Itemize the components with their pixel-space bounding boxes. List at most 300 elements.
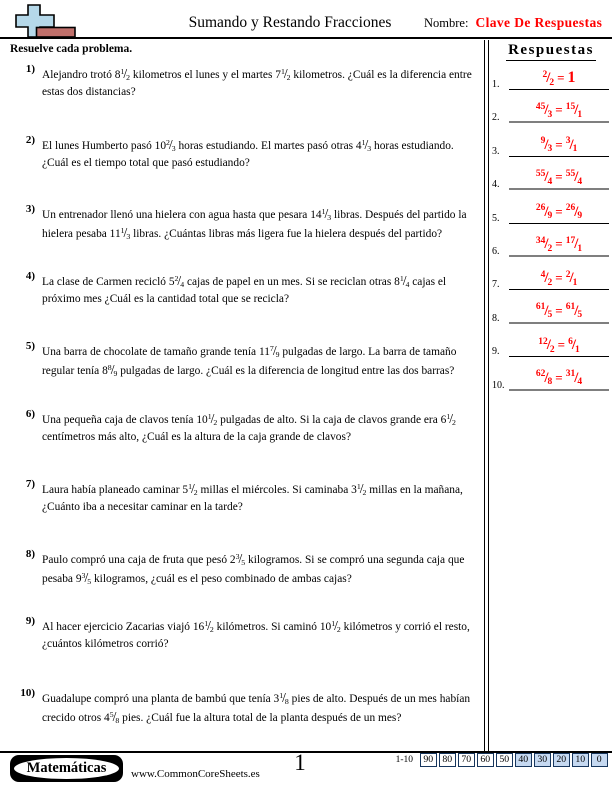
problem-number: 7) (25, 478, 35, 490)
text-run: Una barra de chocolate de tamaño grande tenía (42, 346, 259, 358)
problem-item (11, 480, 481, 516)
answer-row (492, 197, 609, 224)
answer-number: 6. (492, 246, 500, 257)
problem-number: 6) (25, 408, 35, 420)
fraction-slash: / (110, 362, 115, 378)
mixed-fraction (355, 137, 372, 153)
text-run: Paulo compró una caja de fruta que pesó (42, 554, 230, 566)
text-run: kilómetros y corrió el resto, ¿cuántos kilómetros corrió? (42, 621, 470, 651)
brand-badge (10, 755, 123, 782)
text-run: libras. ¿Cuántas libras más ligera fue la hielera después del partido? (130, 228, 443, 241)
text-run: kilogramos. Si se compró una segunda caja que pesaba (42, 554, 465, 586)
answer-value (509, 101, 609, 123)
problem-text (42, 205, 480, 243)
plus-minus-icon (8, 2, 78, 40)
fraction-slash: / (334, 618, 338, 633)
fraction-numerator: 1 (204, 618, 209, 628)
fraction (536, 235, 552, 252)
fraction (566, 203, 582, 220)
fraction-denominator: 3 (327, 213, 332, 222)
text-run: = (555, 270, 563, 286)
fraction (541, 136, 553, 153)
fraction-slash: / (84, 570, 89, 586)
fraction-whole: 9 (75, 573, 82, 586)
fraction-numerator: 1 (120, 225, 125, 235)
answer-number: 5. (492, 212, 500, 224)
mixed-fraction (192, 618, 214, 634)
mixed-fraction (102, 362, 118, 379)
fraction-denominator: 5 (577, 310, 583, 321)
fraction-slash: / (210, 411, 215, 426)
text-run: = (555, 236, 563, 251)
text-run: centímetros más alto, ¿Cuál es la altura de la caja grande de clavos? (42, 431, 351, 444)
text-run: kilometros. ¿Cuál es la diferencia entre estas dos distancias? (42, 69, 472, 99)
fraction-numerator: 1 (120, 66, 125, 76)
text-run: millas el miércoles. Si caminaba (197, 484, 352, 496)
fraction-slash: / (571, 337, 576, 354)
problem-item (11, 205, 481, 243)
answer-row (492, 96, 609, 123)
problem-item (11, 410, 481, 446)
mixed-fraction (229, 551, 246, 567)
fraction-numerator: 2 (542, 69, 548, 80)
answer-value (509, 136, 609, 157)
problem-text (42, 617, 480, 653)
fraction-slash: / (544, 136, 549, 153)
answer-row (492, 263, 609, 290)
mixed-fraction (440, 411, 456, 427)
fraction-slash: / (449, 411, 453, 426)
fraction-denominator: 8 (115, 716, 120, 726)
fraction (566, 136, 578, 153)
fraction-slash: / (238, 551, 243, 566)
answer-row (492, 297, 609, 324)
fraction-denominator: 5 (241, 558, 246, 567)
fraction-numerator: 2 (166, 137, 170, 147)
mixed-fraction (154, 137, 176, 153)
fraction-slash: / (402, 273, 407, 288)
fraction-numerator: 15 (565, 101, 576, 112)
text-run: Laura había planeado caminar (42, 484, 183, 496)
text-run: Una pequeña caja de clavos tenía (42, 414, 197, 426)
answer-value (509, 168, 609, 190)
mixed-fraction (168, 273, 185, 289)
problem-text (42, 272, 480, 308)
fraction (566, 369, 582, 386)
fraction-slash: / (569, 270, 574, 287)
mixed-fraction (351, 481, 367, 497)
header-rule (0, 37, 612, 39)
fraction-slash: / (324, 206, 329, 221)
fraction-numerator: 1 (356, 481, 361, 491)
fraction-whole: 2 (229, 554, 236, 566)
fraction-denominator: 2 (549, 344, 555, 355)
fraction-numerator: 26 (535, 203, 546, 214)
answer-row (492, 63, 609, 90)
text-run: millas en la mañana, ¿Cuánto iba a necesitar caminar en la tarde? (42, 484, 463, 514)
score-cell: 70 (458, 753, 476, 768)
fraction (536, 369, 552, 386)
fraction-whole: 11 (258, 346, 270, 358)
answer-number: 10. (492, 379, 505, 391)
answer-number: 7. (492, 279, 500, 291)
problem-item (11, 136, 481, 172)
fraction-numerator: 55 (565, 168, 576, 179)
whole-number-result: 1 (567, 69, 576, 86)
text-run: horas estudiando. ¿Cuál es el tiempo total que pasó estudiando? (42, 140, 454, 170)
fraction-numerator: 5 (109, 709, 114, 719)
answer-value (509, 302, 609, 324)
score-cell: 20 (553, 753, 571, 768)
problem-text (42, 550, 480, 588)
mixed-fraction (182, 481, 198, 497)
fraction-denominator: 4 (547, 176, 553, 187)
fraction-denominator: 8 (547, 377, 553, 388)
fraction-numerator: 8 (107, 362, 112, 372)
fraction-denominator: 3 (547, 109, 553, 120)
text-run: horas estudiando. El martes pasó otras (175, 140, 356, 152)
text-run: = (555, 169, 563, 185)
fraction-numerator: 1 (446, 411, 451, 421)
problem-number: 10) (20, 687, 35, 699)
fraction-denominator: 2 (547, 277, 553, 288)
answer-row (492, 230, 609, 257)
column-divider (484, 40, 489, 752)
text-run: pies de alto. Después de un mes habían crecido otros (42, 693, 471, 725)
fraction-numerator: 1 (280, 66, 285, 76)
problem-number: 4) (25, 270, 35, 282)
text-run: = (555, 302, 563, 318)
fraction-slash: / (168, 137, 173, 152)
fraction-numerator: 1 (399, 273, 404, 283)
problem-item (11, 342, 481, 380)
brand-label: Matemáticas (14, 758, 119, 779)
answer-row (492, 364, 609, 391)
score-cell: 40 (515, 753, 533, 768)
fraction-numerator: 7 (269, 343, 274, 353)
fraction-numerator: 26 (565, 203, 576, 214)
text-run: Guadalupe compró una planta de bambú que tenía (42, 693, 274, 705)
mixed-fraction (394, 273, 410, 289)
answer-row (492, 163, 609, 190)
fraction-denominator: 3 (367, 144, 372, 153)
fraction-denominator: 9 (113, 369, 118, 379)
fraction-slash: / (574, 169, 579, 186)
fraction-slash: / (364, 137, 369, 152)
fraction-denominator: 9 (275, 350, 280, 359)
text-run: La clase de Carmen recicló (42, 276, 169, 288)
mixed-fraction (114, 66, 131, 82)
mixed-fraction (258, 343, 280, 359)
problem-item (11, 65, 481, 101)
fraction-denominator: 3 (547, 144, 553, 155)
fraction (536, 168, 552, 185)
fraction-slash: / (283, 66, 288, 81)
text-run: = (555, 102, 563, 118)
mixed-fraction (273, 690, 289, 706)
fraction-slash: / (544, 102, 549, 119)
fraction-numerator: 1 (207, 411, 212, 421)
fraction (566, 168, 582, 185)
fraction-denominator: 4 (577, 176, 583, 187)
score-cell: 0 (591, 753, 609, 768)
answer-value (509, 336, 609, 357)
score-cell: 10 (572, 753, 590, 768)
answer-value (509, 269, 609, 290)
fraction-denominator: 1 (572, 277, 578, 288)
fraction-denominator: 4 (180, 280, 185, 289)
fraction-slash: / (282, 690, 286, 705)
text-run: pulgadas de alto. Si la caja de clavos grande era (217, 414, 441, 426)
problem-number: 2) (25, 134, 35, 146)
fraction-whole: 10 (154, 140, 167, 152)
fraction-denominator: 9 (577, 211, 583, 222)
fraction (566, 101, 582, 118)
fraction-slash: / (574, 369, 579, 386)
problem-text (42, 689, 480, 727)
score-table (396, 753, 608, 768)
answer-value (509, 235, 609, 257)
text-run: libras. Después del partido la hielera pesaba (42, 209, 467, 241)
fraction-slash: / (123, 66, 128, 81)
mixed-fraction (310, 206, 332, 222)
fraction-numerator: 1 (188, 481, 193, 491)
fraction (542, 69, 554, 86)
text-run: pulgadas de largo. ¿Cuál es la diferencia de longitud entre las dos barras? (117, 365, 455, 378)
fraction-whole: 16 (192, 621, 205, 633)
fraction-slash: / (574, 302, 579, 319)
fraction-whole: 5 (168, 276, 175, 288)
mixed-fraction (75, 570, 92, 587)
fraction-whole: 8 (114, 69, 121, 81)
answer-value (509, 203, 609, 224)
score-range-label: 1-10 (395, 754, 413, 765)
score-cell: 50 (496, 753, 514, 768)
fraction-whole: 5 (182, 484, 189, 496)
fraction-numerator: 3 (235, 551, 240, 561)
name-label: Nombre: (424, 16, 469, 30)
score-cell: 90 (420, 753, 438, 768)
fraction-slash: / (544, 236, 549, 252)
fraction-numerator: 61 (565, 302, 576, 313)
fraction-numerator: 34 (535, 235, 546, 246)
fraction-numerator: 1 (321, 206, 326, 216)
problem-item (11, 689, 481, 727)
problem-text (42, 342, 480, 380)
fraction-numerator: 12 (538, 336, 548, 347)
fraction (566, 302, 582, 319)
fraction-slash: / (359, 481, 364, 496)
text-run: cajas de papel en un mes. Si se reciclan otras (184, 276, 395, 288)
answer-number: 2. (492, 112, 500, 124)
website-link: www.CommonCoreSheets.es (131, 768, 260, 780)
mixed-fraction (104, 709, 120, 726)
fraction (536, 302, 552, 319)
fraction (566, 269, 578, 286)
fraction-numerator: 3 (565, 136, 571, 147)
text-run: kilómetros. Si caminó (213, 621, 320, 633)
answer-number: 1. (492, 79, 500, 90)
answer-number: 9. (492, 346, 500, 358)
fraction (536, 101, 552, 118)
answers-title: Respuestas (506, 42, 596, 61)
fraction-denominator: 2 (209, 625, 214, 634)
fraction-denominator: 2 (286, 73, 291, 82)
fraction-slash: / (544, 302, 549, 319)
problem-text (42, 65, 480, 101)
text-run: cajas el próximo mes ¿Cuál es la cantidad total que se recicla? (42, 276, 447, 306)
text-run: Al hacer ejercicio Zacarias viajó (42, 621, 193, 633)
fraction-denominator: 3 (171, 144, 176, 153)
answer-number: 8. (492, 312, 500, 324)
fraction-denominator: 5 (547, 310, 553, 321)
fraction-numerator: 31 (565, 369, 576, 380)
fraction-numerator: 2 (174, 273, 179, 283)
answer-key-label: Clave De Respuestas (475, 15, 603, 30)
fraction-slash: / (112, 709, 117, 725)
answers-header (494, 41, 608, 61)
fraction (566, 235, 582, 252)
text-run: El lunes Humberto pasó (42, 140, 155, 152)
fraction-denominator: 3 (126, 232, 131, 242)
fraction (541, 269, 553, 286)
fraction (538, 336, 554, 353)
fraction-slash: / (272, 343, 277, 358)
fraction-numerator: 1 (331, 618, 336, 628)
text-run: = (557, 337, 566, 353)
fraction-slash: / (569, 136, 574, 153)
fraction-denominator: 1 (577, 243, 583, 254)
answer-row (492, 130, 609, 157)
answer-number: 3. (492, 145, 500, 157)
problem-number: 1) (25, 63, 35, 75)
fraction-denominator: 2 (547, 243, 553, 254)
problem-text (42, 410, 480, 446)
fraction-denominator: 2 (451, 418, 456, 427)
fraction (568, 336, 580, 353)
fraction-slash: / (544, 369, 549, 386)
score-cell: 60 (477, 753, 495, 768)
fraction-numerator: 17 (565, 235, 576, 246)
fraction-denominator: 2 (193, 488, 198, 497)
fraction-whole: 11 (109, 228, 121, 241)
fraction-numerator: 61 (535, 302, 546, 313)
fraction-whole: 8 (102, 365, 108, 378)
fraction-denominator: 8 (284, 697, 289, 706)
fraction-denominator: 2 (336, 625, 341, 634)
fraction-denominator: 2 (362, 488, 367, 497)
fraction-denominator: 2 (126, 73, 131, 82)
fraction-numerator: 9 (540, 136, 546, 147)
fraction-whole: 10 (319, 621, 332, 633)
fraction-whole: 4 (355, 140, 362, 152)
fraction-numerator: 45 (535, 101, 546, 112)
fraction-slash: / (207, 618, 211, 633)
problem-number: 3) (25, 203, 35, 215)
fraction-whole: 6 (440, 414, 447, 426)
score-cell: 30 (534, 753, 552, 768)
fraction-whole: 3 (273, 693, 280, 705)
text-run: Un entrenador llenó una hielera con agua hasta que pesara (42, 209, 311, 221)
answer-row (492, 330, 609, 357)
fraction-denominator: 1 (577, 109, 583, 120)
fraction-slash: / (123, 225, 128, 241)
problem-number: 8) (25, 548, 35, 560)
fraction-whole: 4 (104, 712, 110, 725)
fraction-numerator: 1 (279, 690, 284, 700)
fraction-numerator: 6 (568, 336, 573, 347)
fraction-whole: 3 (351, 484, 357, 496)
answer-number: 4. (492, 179, 500, 191)
page-number: 1 (294, 750, 306, 775)
instructions-text: Resuelve cada problema. (10, 43, 133, 55)
text-run: kilogramos, ¿cuál es el peso combinado de ambas cajas? (91, 573, 352, 586)
answer-value (509, 369, 609, 391)
text-run: kilometros el lunes y el martes (130, 69, 276, 81)
mixed-fraction (196, 411, 218, 427)
fraction-denominator: 1 (572, 144, 578, 155)
text-run: = (555, 369, 563, 385)
mixed-fraction (275, 66, 291, 82)
fraction-numerator: 62 (535, 369, 546, 380)
text-run: = (555, 136, 563, 152)
answer-value (509, 69, 609, 90)
problem-text (42, 480, 480, 516)
problem-number: 9) (25, 615, 35, 627)
fraction-slash: / (546, 70, 551, 86)
score-cell: 80 (439, 753, 457, 768)
fraction-denominator: 4 (577, 377, 583, 388)
fraction-slash: / (191, 481, 195, 496)
fraction-numerator: 4 (540, 269, 546, 280)
fraction-denominator: 4 (405, 280, 410, 289)
fraction-denominator: 9 (547, 211, 553, 222)
fraction-denominator: 2 (549, 77, 555, 88)
fraction-denominator: 2 (213, 418, 218, 427)
fraction-whole: 7 (275, 69, 281, 81)
fraction-numerator: 55 (535, 168, 546, 179)
mixed-fraction (319, 618, 341, 634)
problem-text (42, 136, 480, 172)
fraction-numerator: 1 (361, 137, 366, 147)
text-run: pies. ¿Cuál fue la altura total de la planta después de un mes? (119, 712, 402, 725)
text-run: pulgadas de largo. La barra de tamaño regular tenía (42, 346, 457, 378)
fraction-whole: 14 (310, 209, 322, 221)
text-run: Alejandro trotó (42, 69, 115, 81)
fraction-slash: / (544, 169, 549, 186)
mixed-fraction (109, 225, 131, 242)
problem-item (11, 272, 481, 308)
problem-item (11, 550, 481, 588)
fraction-slash: / (546, 337, 551, 354)
fraction-slash: / (574, 236, 579, 252)
fraction-whole: 8 (394, 276, 400, 288)
fraction-whole: 10 (196, 414, 208, 426)
problem-number: 5) (25, 340, 35, 352)
fraction-denominator: 1 (575, 344, 580, 355)
text-run: = (557, 70, 565, 85)
fraction-slash: / (177, 273, 182, 288)
worksheet-title: Sumando y Restando Fracciones (188, 14, 392, 31)
fraction-numerator: 3 (81, 570, 86, 580)
name-row (424, 15, 602, 31)
fraction-slash: / (574, 203, 579, 220)
text-run: = (555, 203, 563, 219)
fraction-denominator: 5 (87, 577, 92, 587)
fraction-slash: / (574, 102, 579, 119)
fraction-numerator: 2 (565, 269, 571, 280)
problem-item (11, 617, 481, 653)
